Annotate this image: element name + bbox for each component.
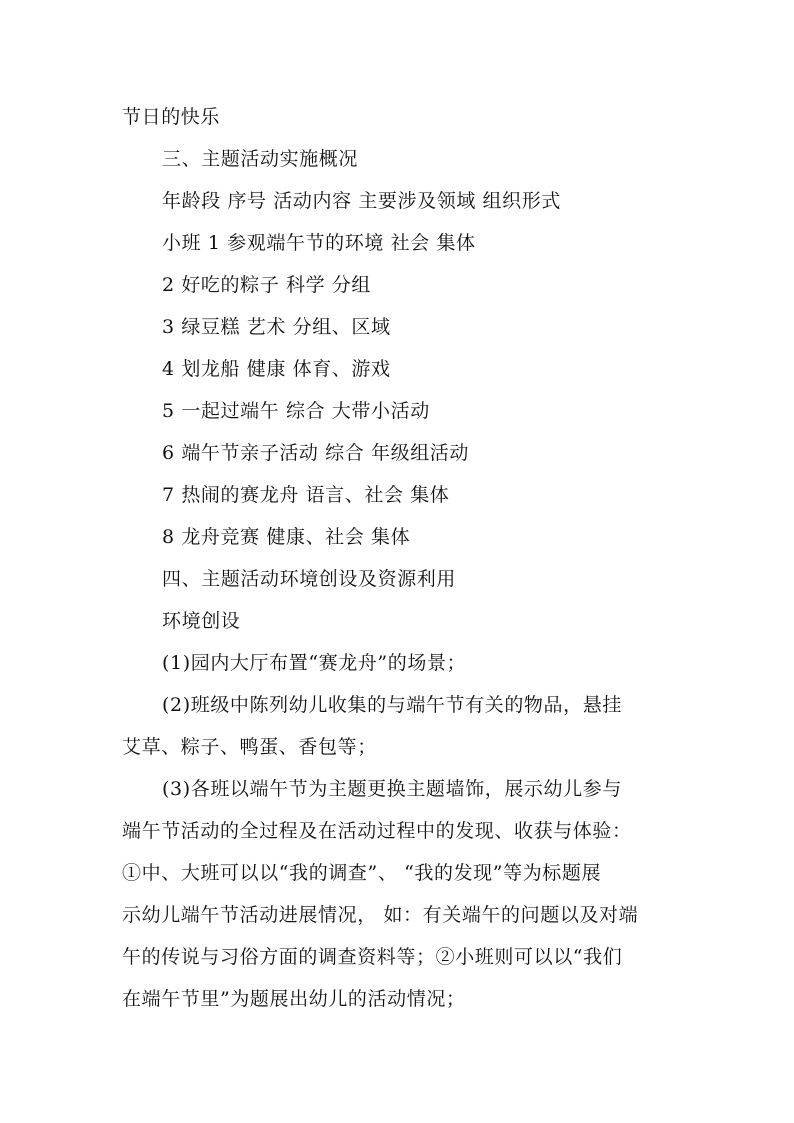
paragraph-item-2: (2)班级中陈列幼儿收集的与端午节有关的物品，悬挂 xyxy=(162,694,622,716)
activity-row-8: 8 龙舟竞赛 健康、社会 集体 xyxy=(162,526,411,548)
paragraph-item-1: (1)园内大厅布置“赛龙舟”的场景； xyxy=(162,652,467,674)
paragraph-item-3-cont-2: ①中、大班可以以“我的调查”、 “我的发现”等为标题展 xyxy=(122,862,602,884)
paragraph-item-3-cont-1: 端午节活动的全过程及在活动过程中的发现、收获与体验： xyxy=(122,820,632,842)
activity-row-2: 2 好吃的粽子 科学 分组 xyxy=(162,274,372,296)
activity-row-5: 5 一起过端午 综合 大带小活动 xyxy=(162,400,430,422)
paragraph-item-3-cont-4: 午的传说与习俗方面的调查资料等；②小班则可以以“我们 xyxy=(122,946,623,968)
activity-row-6: 6 端午节亲子活动 综合 年级组活动 xyxy=(162,442,470,464)
activity-row-3: 3 绿豆糕 艺术 分组、区域 xyxy=(162,316,391,338)
paragraph-item-3-cont-5: 在端午节里”为题展出幼儿的活动情况； xyxy=(122,988,466,1010)
paragraph-item-3-cont-3: 示幼儿端午节活动进展情况， 如：有关端午的问题以及对端 xyxy=(122,904,639,926)
paragraph-item-3: (3)各班以端午节为主题更换主题墙饰，展示幼儿参与 xyxy=(162,778,622,800)
activity-row-4: 4 划龙船 健康 体育、游戏 xyxy=(162,358,391,380)
activity-row-7: 7 热闹的赛龙舟 语言、社会 集体 xyxy=(162,484,450,506)
table-header-line: 年龄段 序号 活动内容 主要涉及领域 组织形式 xyxy=(162,190,561,212)
section-heading-implementation: 三、主题活动实施概况 xyxy=(162,148,359,170)
section-heading-environment: 四、主题活动环境创设及资源利用 xyxy=(162,568,457,590)
paragraph-item-2-cont: 艾草、粽子、鸭蛋、香包等； xyxy=(122,736,377,758)
text-line-continuation: 节日的快乐 xyxy=(122,106,221,128)
activity-row-1: 小班 1 参观端午节的环境 社会 集体 xyxy=(162,232,476,254)
subheading-environment-setup: 环境创设 xyxy=(162,610,241,632)
